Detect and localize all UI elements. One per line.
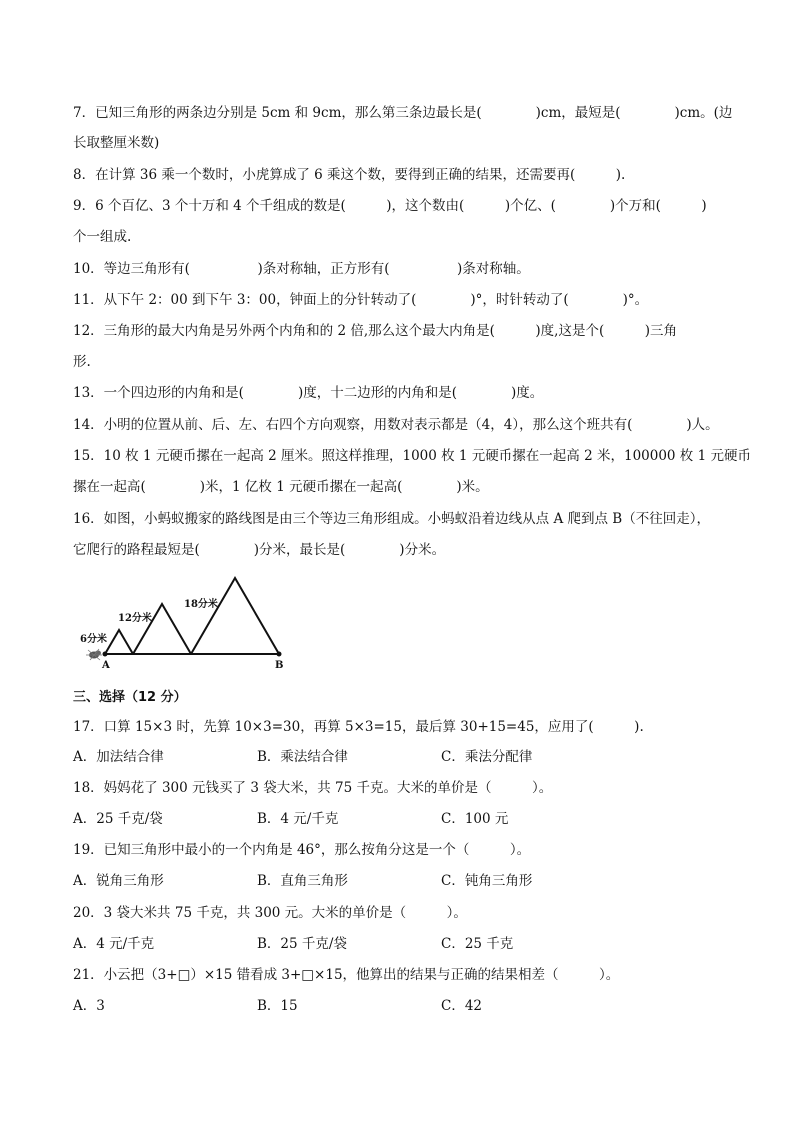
question-20: 20．3 袋大米共 75 千克，共 300 元。大米的单价是（ ）。 bbox=[73, 905, 467, 921]
point-b-label: B bbox=[275, 660, 284, 671]
label-large-triangle: 18分米 bbox=[184, 599, 218, 610]
ant-icon bbox=[86, 649, 102, 660]
question-20-option-b[interactable]: B．25 千克/袋 bbox=[257, 936, 347, 952]
question-18-option-a[interactable]: A．25 千克/袋 bbox=[73, 811, 163, 827]
triangle-large bbox=[191, 578, 279, 654]
question-17-option-a[interactable]: A．加法结合律 bbox=[73, 749, 164, 765]
question-16-line-2: 它爬行的路程最短是( )分米，最长是( )分米。 bbox=[73, 542, 446, 558]
question-7-line-2: 长取整厘米数) bbox=[73, 135, 160, 151]
question-12-line-2: 形. bbox=[73, 354, 91, 370]
point-b-dot bbox=[277, 652, 282, 657]
question-9-line-2: 个一组成. bbox=[73, 229, 132, 245]
question-19-option-c[interactable]: C．钝角三角形 bbox=[441, 873, 533, 889]
question-15-line-2: 摞在一起高( )米，1 亿枚 1 元硬币摞在一起高( )米。 bbox=[73, 479, 489, 495]
question-21-option-c[interactable]: C．42 bbox=[441, 998, 483, 1014]
question-14: 14．小明的位置从前、后、左、右四个方向观察，用数对表示都是（4，4），那么这个班共有( )人。 bbox=[73, 417, 719, 433]
label-small-triangle: 6分米 bbox=[80, 634, 107, 645]
question-19-option-b[interactable]: B．直角三角形 bbox=[257, 873, 348, 889]
question-18-option-b[interactable]: B．4 元/千克 bbox=[257, 811, 339, 827]
question-11: 11．从下午 2：00 到下午 3：00，钟面上的分针转动了( )°，时针转动了( )°。 bbox=[73, 292, 649, 308]
point-a-label: A bbox=[102, 660, 110, 671]
triangle-small bbox=[105, 630, 133, 654]
question-7-line-1: 7．已知三角形的两条边分别是 5cm 和 9cm，那么第三条边最长是( )cm，最短是( )cm。(边 bbox=[73, 105, 733, 121]
ant-route-figure bbox=[72, 570, 292, 672]
question-18-option-c[interactable]: C．100 元 bbox=[441, 811, 509, 827]
question-21-option-a[interactable]: A．3 bbox=[73, 998, 105, 1014]
question-12-line-1: 12．三角形的最大内角是另外两个内角和的 2 倍,那么这个最大内角是( )度,这是个( )三角 bbox=[73, 323, 677, 339]
question-8: 8．在计算 36 乘一个数时，小虎算成了 6 乘这个数，要得到正确的结果，还需要再( ). bbox=[73, 167, 626, 183]
question-9-line-1: 9．6 个百亿、3 个十万和 4 个千组成的数是( )，这个数由( )个亿、( )个万和( ) bbox=[73, 198, 707, 214]
question-19: 19．已知三角形中最小的一个内角是 46°，那么按角分这是一个（ ）。 bbox=[73, 842, 531, 858]
question-13: 13．一个四边形的内角和是( )度，十二边形的内角和是( )度。 bbox=[73, 385, 544, 401]
triangle-medium bbox=[133, 604, 191, 654]
question-16-line-1: 16．如图，小蚂蚁搬家的路线图是由三个等边三角形组成。小蚂蚁沿着边线从点 A 爬到点 B（不往回走）， bbox=[73, 511, 710, 527]
question-18: 18．妈妈花了 300 元钱买了 3 袋大米，共 75 千克。大米的单价是（ ）。 bbox=[73, 780, 553, 796]
point-a-dot bbox=[103, 652, 108, 657]
question-17-option-c[interactable]: C．乘法分配律 bbox=[441, 749, 533, 765]
label-medium-triangle: 12分米 bbox=[118, 613, 152, 624]
question-19-option-a[interactable]: A．锐角三角形 bbox=[73, 873, 164, 889]
question-15-line-1: 15．10 枚 1 元硬币摞在一起高 2 厘米。照这样推理，1000 枚 1 元硬币摞在一起高 2 米，100000 枚 1 元硬币 bbox=[73, 448, 751, 464]
question-10: 10．等边三角形有( )条对称轴，正方形有( )条对称轴。 bbox=[73, 261, 530, 277]
question-20-option-c[interactable]: C．25 千克 bbox=[441, 936, 514, 952]
question-17: 17．口算 15×3 时，先算 10×3=30，再算 5×3=15，最后算 30+15=45，应用了( ). bbox=[73, 719, 644, 735]
question-17-option-b[interactable]: B．乘法结合律 bbox=[257, 749, 348, 765]
question-20-option-a[interactable]: A．4 元/千克 bbox=[73, 936, 155, 952]
question-21: 21．小云把（3+□）×15 错看成 3+□×15，他算出的结果与正确的结果相差（ ）。 bbox=[73, 967, 620, 983]
question-21-option-b[interactable]: B．15 bbox=[257, 998, 298, 1014]
section-3-title: 三、选择（12 分） bbox=[73, 690, 187, 705]
